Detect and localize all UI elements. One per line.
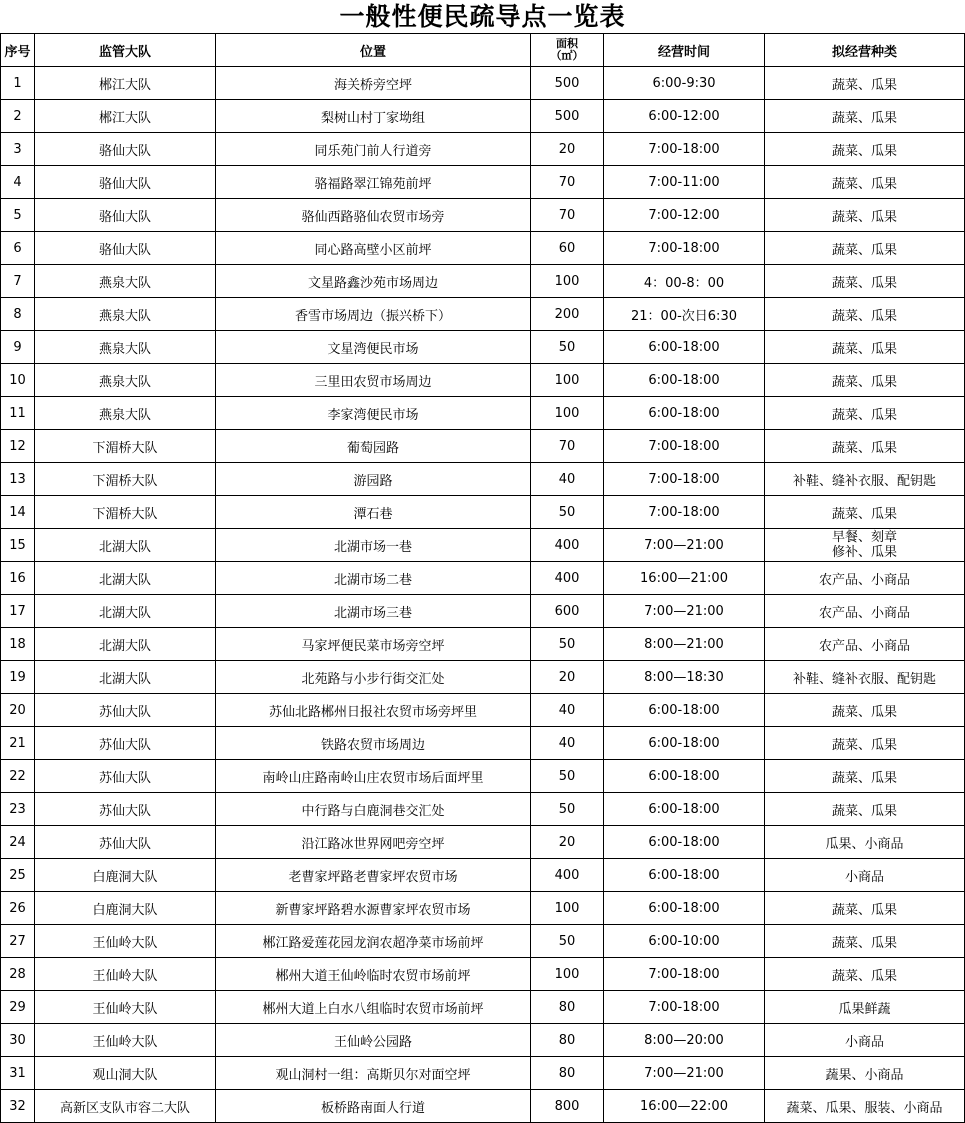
cell-types: 瓜果、小商品	[765, 826, 965, 859]
cell-team: 燕泉大队	[35, 397, 216, 430]
cell-index: 26	[1, 892, 35, 925]
cell-area: 70	[531, 166, 604, 199]
cell-team: 骆仙大队	[35, 133, 216, 166]
cell-location: 苏仙北路郴州日报社农贸市场旁坪里	[216, 694, 531, 727]
cell-team: 苏仙大队	[35, 826, 216, 859]
cell-hours: 4：00-8：00	[604, 265, 765, 298]
cell-hours: 7:00-18:00	[604, 958, 765, 991]
table-row	[1, 463, 965, 496]
cell-types: 蔬菜、瓜果	[765, 430, 965, 463]
cell-types: 小商品	[765, 1024, 965, 1057]
cell-index: 28	[1, 958, 35, 991]
cell-types: 瓜果鲜蔬	[765, 991, 965, 1024]
cell-location: 三里田农贸市场周边	[216, 364, 531, 397]
cell-team: 白鹿洞大队	[35, 859, 216, 892]
cell-team: 骆仙大队	[35, 166, 216, 199]
cell-index: 12	[1, 430, 35, 463]
cell-types: 蔬果、小商品	[765, 1057, 965, 1090]
cell-index: 3	[1, 133, 35, 166]
cell-index: 13	[1, 463, 35, 496]
table-row	[1, 331, 965, 364]
cell-types: 蔬菜、瓜果	[765, 727, 965, 760]
table-row	[1, 397, 965, 430]
cell-team: 白鹿洞大队	[35, 892, 216, 925]
cell-area: 40	[531, 694, 604, 727]
table-header-row	[1, 34, 965, 67]
table-row	[1, 661, 965, 694]
cell-types: 补鞋、缝补衣服、配钥匙	[765, 463, 965, 496]
table-row	[1, 364, 965, 397]
cell-types: 蔬菜、瓜果	[765, 199, 965, 232]
cell-team: 观山洞大队	[35, 1057, 216, 1090]
cell-index: 32	[1, 1090, 35, 1123]
cell-index: 8	[1, 298, 35, 331]
cell-types: 蔬菜、瓜果	[765, 892, 965, 925]
cell-location: 新曹家坪路碧水源曹家坪农贸市场	[216, 892, 531, 925]
cell-types: 农产品、小商品	[765, 628, 965, 661]
table-row	[1, 925, 965, 958]
cell-types: 蔬菜、瓜果	[765, 265, 965, 298]
cell-location: 文星湾便民市场	[216, 331, 531, 364]
cell-location: 王仙岭公园路	[216, 1024, 531, 1057]
cell-index: 24	[1, 826, 35, 859]
table-row	[1, 1024, 965, 1057]
cell-index: 30	[1, 1024, 35, 1057]
cell-index: 2	[1, 100, 35, 133]
cell-index: 6	[1, 232, 35, 265]
cell-types: 蔬菜、瓜果	[765, 166, 965, 199]
table-row	[1, 100, 965, 133]
cell-location: 骆福路翠江锦苑前坪	[216, 166, 531, 199]
cell-team: 郴江大队	[35, 67, 216, 100]
cell-types: 蔬菜、瓜果	[765, 397, 965, 430]
cell-types: 补鞋、缝补衣服、配钥匙	[765, 661, 965, 694]
cell-area: 800	[531, 1090, 604, 1123]
cell-area: 500	[531, 100, 604, 133]
cell-team: 北湖大队	[35, 595, 216, 628]
cell-types: 蔬菜、瓜果	[765, 331, 965, 364]
cell-types: 小商品	[765, 859, 965, 892]
cell-location: 北湖市场二巷	[216, 562, 531, 595]
cell-team: 高新区支队市容二大队	[35, 1090, 216, 1123]
cell-hours: 6:00-9:30	[604, 67, 765, 100]
cell-team: 下湄桥大队	[35, 430, 216, 463]
cell-area: 80	[531, 1057, 604, 1090]
cell-hours: 6:00-18:00	[604, 727, 765, 760]
cell-area: 100	[531, 364, 604, 397]
cell-location: 中行路与白鹿洞巷交汇处	[216, 793, 531, 826]
cell-area: 20	[531, 133, 604, 166]
cell-location: 文星路鑫沙苑市场周边	[216, 265, 531, 298]
cell-area: 100	[531, 958, 604, 991]
cell-team: 王仙岭大队	[35, 958, 216, 991]
cell-area: 100	[531, 892, 604, 925]
header-types: 拟经营种类	[765, 34, 965, 67]
cell-area: 40	[531, 463, 604, 496]
cell-hours: 6:00-18:00	[604, 694, 765, 727]
table-row	[1, 859, 965, 892]
cell-types: 蔬菜、瓜果	[765, 232, 965, 265]
cell-team: 燕泉大队	[35, 331, 216, 364]
cell-team: 苏仙大队	[35, 760, 216, 793]
cell-index: 31	[1, 1057, 35, 1090]
cell-hours: 6:00-18:00	[604, 826, 765, 859]
cell-hours: 7:00—21:00	[604, 529, 765, 562]
table-row	[1, 694, 965, 727]
cell-index: 23	[1, 793, 35, 826]
table-row	[1, 529, 965, 562]
cell-index: 1	[1, 67, 35, 100]
cell-location: 郴江路爱莲花园龙润农超净菜市场前坪	[216, 925, 531, 958]
cell-area: 600	[531, 595, 604, 628]
cell-team: 苏仙大队	[35, 694, 216, 727]
cell-location: 老曹家坪路老曹家坪农贸市场	[216, 859, 531, 892]
cell-team: 燕泉大队	[35, 364, 216, 397]
cell-types: 蔬菜、瓜果	[765, 100, 965, 133]
cell-location: 同心路高壁小区前坪	[216, 232, 531, 265]
cell-types: 蔬菜、瓜果	[765, 496, 965, 529]
cell-area: 100	[531, 265, 604, 298]
cell-team: 北湖大队	[35, 562, 216, 595]
cell-team: 王仙岭大队	[35, 1024, 216, 1057]
table-row	[1, 430, 965, 463]
cell-team: 北湖大队	[35, 661, 216, 694]
cell-index: 21	[1, 727, 35, 760]
cell-hours: 16:00—22:00	[604, 1090, 765, 1123]
table-row	[1, 562, 965, 595]
cell-location: 马家坪便民菜市场旁空坪	[216, 628, 531, 661]
cell-area: 400	[531, 859, 604, 892]
table-row	[1, 232, 965, 265]
cell-index: 11	[1, 397, 35, 430]
cell-location: 李家湾便民市场	[216, 397, 531, 430]
table-row	[1, 760, 965, 793]
table-row	[1, 826, 965, 859]
table-row	[1, 793, 965, 826]
cell-hours: 7:00-18:00	[604, 133, 765, 166]
cell-types: 蔬菜、瓜果	[765, 925, 965, 958]
cell-types: 蔬菜、瓜果	[765, 958, 965, 991]
cell-types: 蔬菜、瓜果	[765, 760, 965, 793]
page-title: 一般性便民疏导点一览表	[339, 2, 626, 31]
cell-area: 80	[531, 1024, 604, 1057]
cell-location: 游园路	[216, 463, 531, 496]
cell-index: 27	[1, 925, 35, 958]
cell-index: 14	[1, 496, 35, 529]
cell-types: 蔬菜、瓜果	[765, 133, 965, 166]
cell-location: 郴州大道王仙岭临时农贸市场前坪	[216, 958, 531, 991]
cell-area: 200	[531, 298, 604, 331]
cell-team: 北湖大队	[35, 529, 216, 562]
cell-hours: 6:00-12:00	[604, 100, 765, 133]
cell-index: 18	[1, 628, 35, 661]
cell-types: 蔬菜、瓜果	[765, 364, 965, 397]
table-row	[1, 727, 965, 760]
cell-team: 王仙岭大队	[35, 991, 216, 1024]
cell-area: 70	[531, 199, 604, 232]
cell-index: 7	[1, 265, 35, 298]
cell-location: 梨树山村丁家坳组	[216, 100, 531, 133]
cell-hours: 6:00-18:00	[604, 364, 765, 397]
cell-team: 下湄桥大队	[35, 463, 216, 496]
cell-index: 9	[1, 331, 35, 364]
cell-hours: 21：00-次日6:30	[604, 298, 765, 331]
cell-hours: 6:00-18:00	[604, 793, 765, 826]
table-row	[1, 595, 965, 628]
cell-index: 4	[1, 166, 35, 199]
cell-team: 王仙岭大队	[35, 925, 216, 958]
cell-index: 25	[1, 859, 35, 892]
cell-hours: 8:00—20:00	[604, 1024, 765, 1057]
cell-hours: 7:00-11:00	[604, 166, 765, 199]
cell-index: 22	[1, 760, 35, 793]
cell-hours: 7:00-18:00	[604, 991, 765, 1024]
table-row	[1, 166, 965, 199]
cell-area: 50	[531, 760, 604, 793]
cell-team: 骆仙大队	[35, 232, 216, 265]
cell-area: 500	[531, 67, 604, 100]
table-row	[1, 1090, 965, 1123]
cell-area: 50	[531, 496, 604, 529]
cell-hours: 7:00-18:00	[604, 430, 765, 463]
cell-location: 铁路农贸市场周边	[216, 727, 531, 760]
cell-types: 蔬菜、瓜果	[765, 793, 965, 826]
cell-index: 15	[1, 529, 35, 562]
cell-hours: 6:00-18:00	[604, 760, 765, 793]
cell-team: 苏仙大队	[35, 727, 216, 760]
cell-location: 海关桥旁空坪	[216, 67, 531, 100]
cell-area: 100	[531, 397, 604, 430]
table-row	[1, 628, 965, 661]
table-row	[1, 892, 965, 925]
cell-index: 17	[1, 595, 35, 628]
table-row	[1, 1057, 965, 1090]
table-row	[1, 199, 965, 232]
cell-index: 19	[1, 661, 35, 694]
cell-index: 16	[1, 562, 35, 595]
header-location: 位置	[216, 34, 531, 67]
cell-types: 蔬菜、瓜果	[765, 694, 965, 727]
cell-types: 蔬菜、瓜果、服装、小商品	[765, 1090, 965, 1123]
cell-area: 40	[531, 727, 604, 760]
cell-hours: 8:00—18:30	[604, 661, 765, 694]
header-hours: 经营时间	[604, 34, 765, 67]
cell-location: 板桥路南面人行道	[216, 1090, 531, 1123]
cell-location: 沿江路冰世界网吧旁空坪	[216, 826, 531, 859]
cell-area: 50	[531, 331, 604, 364]
cell-types: 早餐、刻章 修补、瓜果	[765, 529, 965, 562]
cell-types: 蔬菜、瓜果	[765, 298, 965, 331]
table-row	[1, 133, 965, 166]
cell-hours: 6:00-18:00	[604, 859, 765, 892]
cell-team: 郴江大队	[35, 100, 216, 133]
cell-area: 50	[531, 628, 604, 661]
cell-location: 香雪市场周边（振兴桥下）	[216, 298, 531, 331]
cell-area: 20	[531, 661, 604, 694]
table-row	[1, 67, 965, 100]
cell-team: 苏仙大队	[35, 793, 216, 826]
cell-index: 10	[1, 364, 35, 397]
cell-area: 60	[531, 232, 604, 265]
service-points-table	[0, 33, 965, 1123]
cell-team: 燕泉大队	[35, 298, 216, 331]
cell-location: 北湖市场三巷	[216, 595, 531, 628]
cell-location: 北苑路与小步行街交汇处	[216, 661, 531, 694]
cell-area: 20	[531, 826, 604, 859]
cell-types: 农产品、小商品	[765, 595, 965, 628]
cell-hours: 6:00-18:00	[604, 331, 765, 364]
cell-area: 70	[531, 430, 604, 463]
cell-hours: 7:00—21:00	[604, 595, 765, 628]
cell-location: 南岭山庄路南岭山庄农贸市场后面坪里	[216, 760, 531, 793]
cell-area: 80	[531, 991, 604, 1024]
cell-area: 400	[531, 562, 604, 595]
cell-area: 50	[531, 793, 604, 826]
table-row	[1, 265, 965, 298]
cell-hours: 6:00-10:00	[604, 925, 765, 958]
cell-hours: 16:00—21:00	[604, 562, 765, 595]
header-team: 监管大队	[35, 34, 216, 67]
cell-location: 葡萄园路	[216, 430, 531, 463]
cell-hours: 7:00—21:00	[604, 1057, 765, 1090]
cell-hours: 6:00-18:00	[604, 892, 765, 925]
cell-types: 蔬菜、瓜果	[765, 67, 965, 100]
cell-location: 观山洞村一组：高斯贝尔对面空坪	[216, 1057, 531, 1090]
cell-hours: 7:00-18:00	[604, 496, 765, 529]
cell-index: 5	[1, 199, 35, 232]
cell-hours: 7:00-18:00	[604, 232, 765, 265]
table-row	[1, 496, 965, 529]
cell-team: 北湖大队	[35, 628, 216, 661]
cell-hours: 6:00-18:00	[604, 397, 765, 430]
cell-types: 农产品、小商品	[765, 562, 965, 595]
cell-hours: 8:00—21:00	[604, 628, 765, 661]
header-index: 序号	[1, 34, 35, 67]
cell-location: 北湖市场一巷	[216, 529, 531, 562]
cell-location: 骆仙西路骆仙农贸市场旁	[216, 199, 531, 232]
cell-team: 骆仙大队	[35, 199, 216, 232]
cell-team: 燕泉大队	[35, 265, 216, 298]
cell-location: 潭石巷	[216, 496, 531, 529]
cell-index: 20	[1, 694, 35, 727]
table-row	[1, 991, 965, 1024]
cell-location: 同乐苑门前人行道旁	[216, 133, 531, 166]
table-row	[1, 298, 965, 331]
cell-area: 50	[531, 925, 604, 958]
cell-hours: 7:00-12:00	[604, 199, 765, 232]
cell-index: 29	[1, 991, 35, 1024]
header-area: 面积 （㎡）	[531, 34, 604, 67]
cell-hours: 7:00-18:00	[604, 463, 765, 496]
cell-area: 400	[531, 529, 604, 562]
cell-team: 下湄桥大队	[35, 496, 216, 529]
table-body	[1, 67, 965, 1123]
cell-location: 郴州大道上白水八组临时农贸市场前坪	[216, 991, 531, 1024]
table-row	[1, 958, 965, 991]
